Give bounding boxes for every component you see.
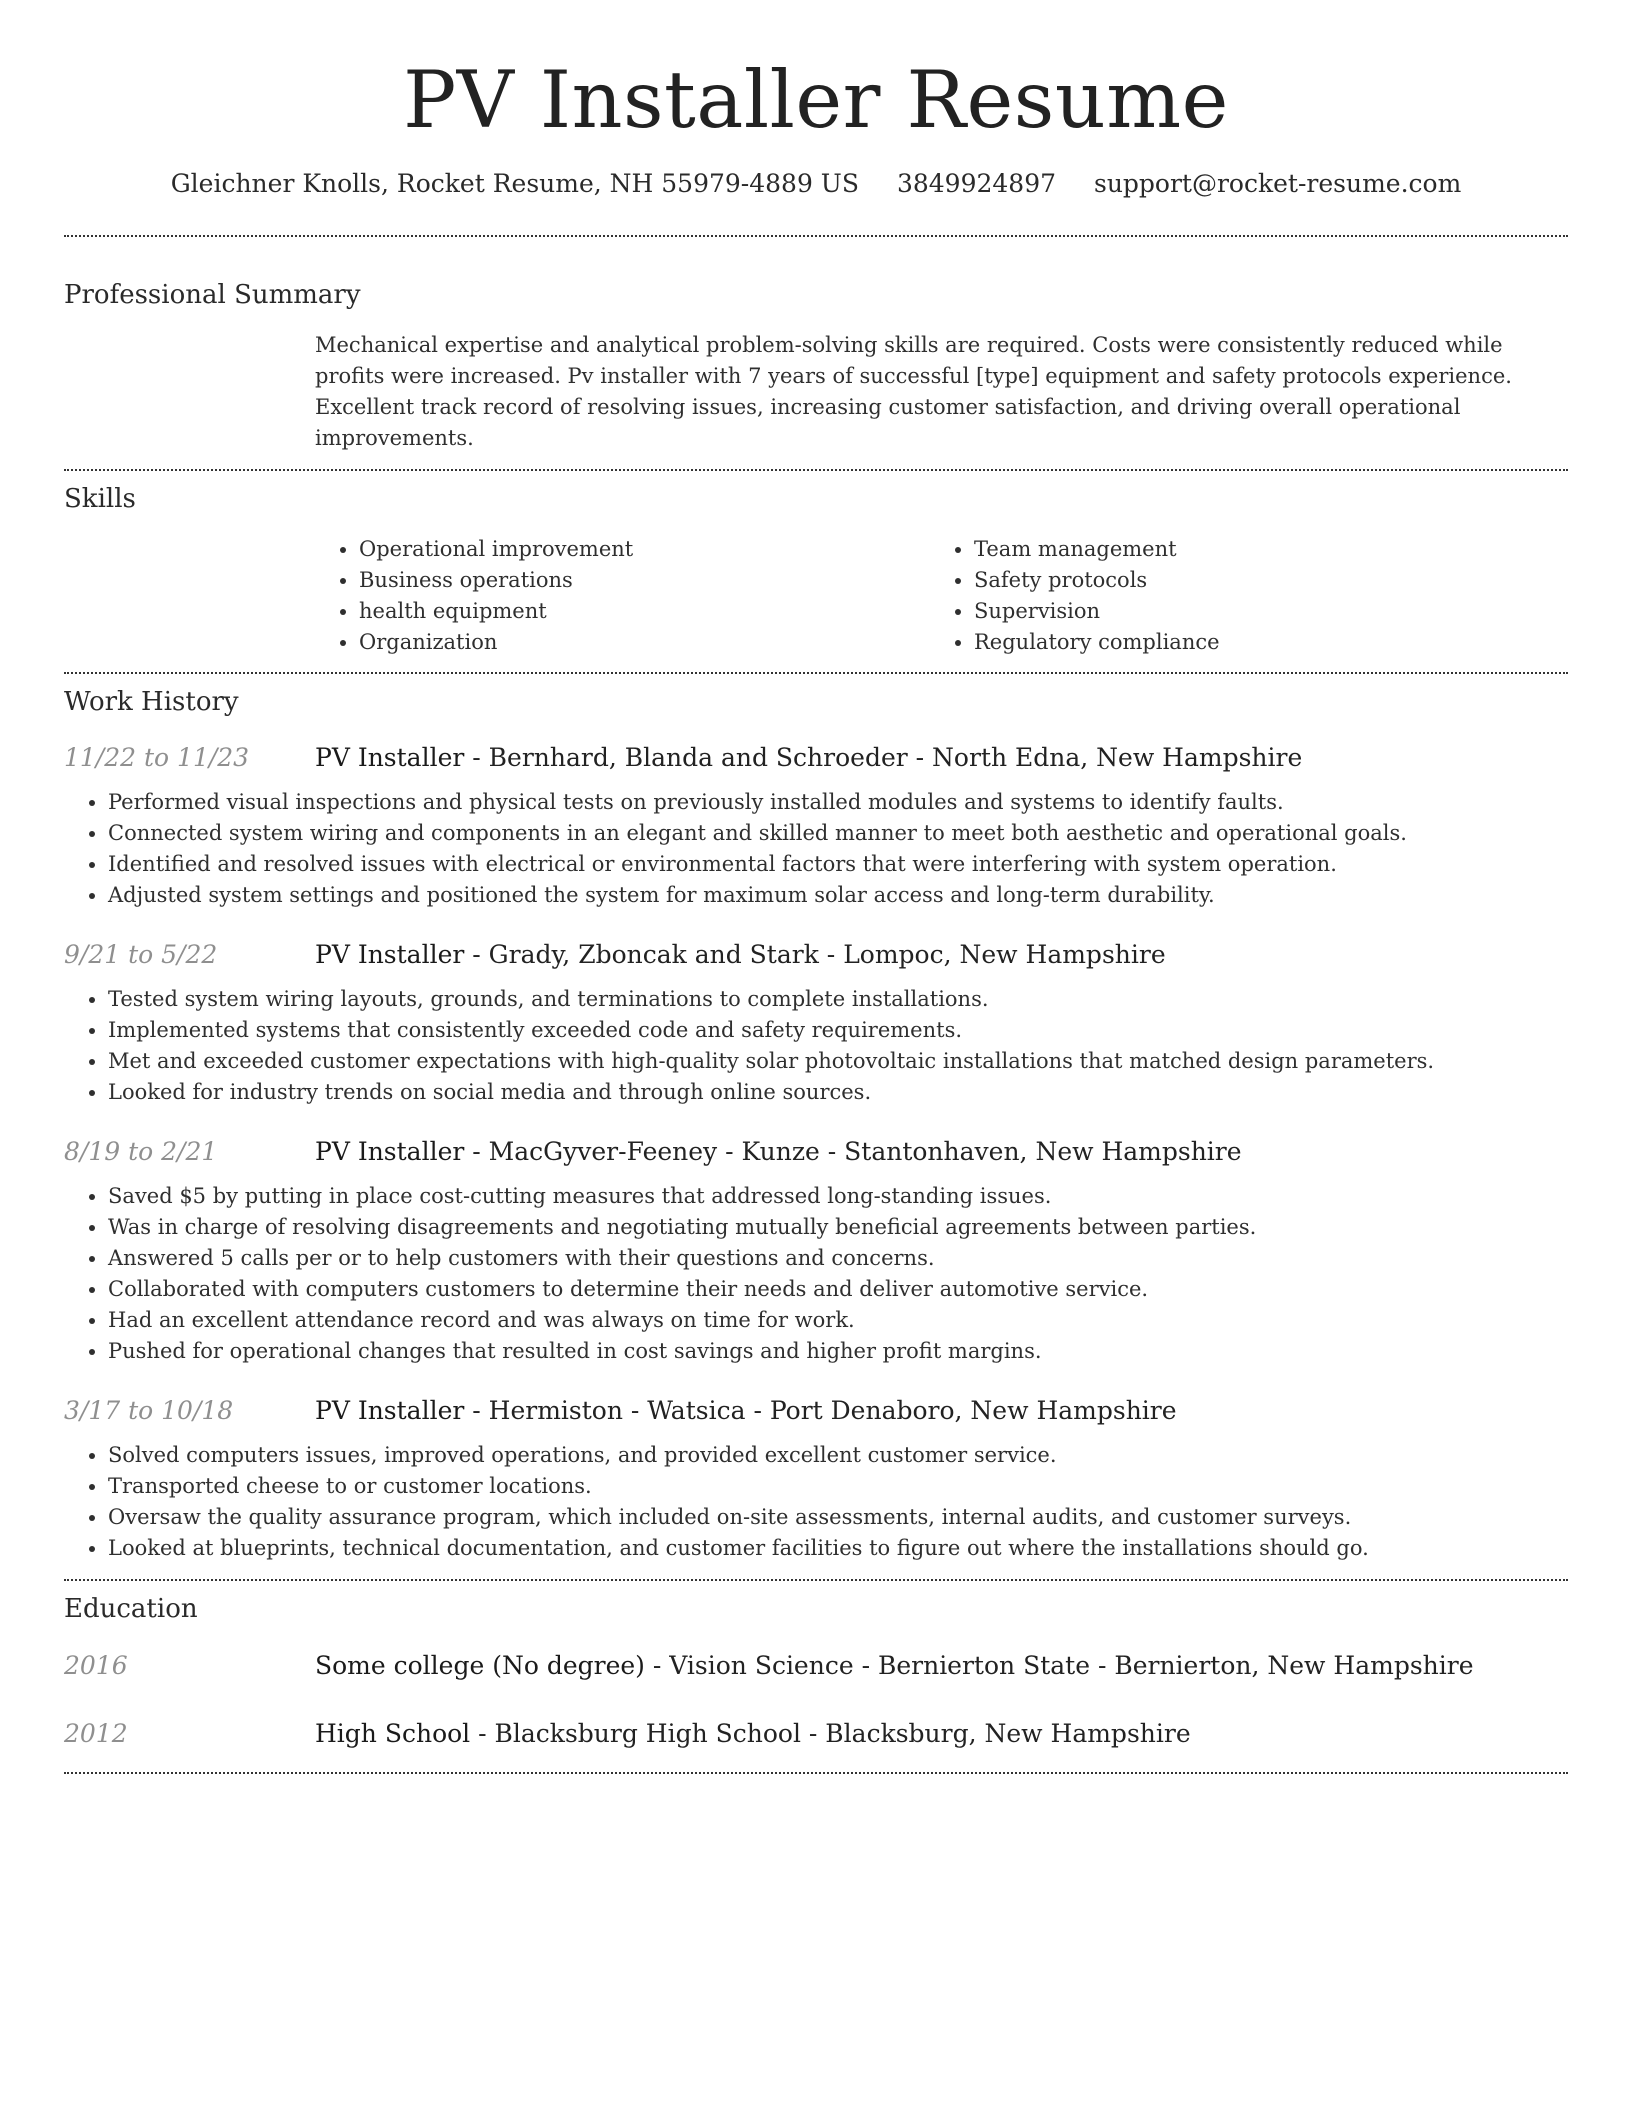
job-header: [64, 740, 1568, 776]
skill-item: • Supervision: [974, 596, 1545, 627]
job-bullet: • Transported cheese to or customer locations.: [108, 1471, 1568, 1502]
education-year: 2012: [64, 1719, 128, 1748]
job-header: [64, 937, 1568, 973]
job-title: PV Installer: [315, 743, 465, 772]
divider: [64, 1579, 1568, 1581]
education-degree: Some college (No degree): [315, 1651, 645, 1680]
job-employer: - Grady, Zboncak and Stark - Lompoc, New Hampshire: [464, 940, 1166, 969]
job-bullets: [64, 1440, 1568, 1564]
job-bullet: • Met and exceeded customer expectations with high-quality solar photovoltaic installations that matched design parameters.: [108, 1046, 1568, 1077]
skill-item: • Safety protocols: [974, 565, 1545, 596]
job-employer: - MacGyver-Feeney - Kunze - Stantonhaven, New Hampshire: [464, 1137, 1242, 1166]
job-title: PV Installer: [315, 940, 465, 969]
job-title: PV Installer: [315, 1137, 465, 1166]
job-bullet: • Solved computers issues, improved operations, and provided excellent customer service.: [108, 1440, 1568, 1471]
contact-line: [64, 166, 1568, 202]
section-heading-skills: Skills: [64, 484, 136, 514]
job-bullet: • Pushed for operational changes that resulted in cost savings and higher profit margins.: [108, 1336, 1568, 1367]
section-heading-work-history: Work History: [64, 687, 239, 717]
resume-page: [64, 0, 1568, 1774]
job-title-line: [315, 1393, 1177, 1429]
job-bullet: • Connected system wiring and components in an elegant and skilled manner to meet both aesthetic and operational goals.: [108, 818, 1568, 849]
education-entry: [64, 1648, 1568, 1684]
education-year: 2016: [64, 1651, 128, 1680]
education-entry: [64, 1716, 1568, 1752]
job-title-line: [315, 740, 1302, 776]
job-title-line: [315, 1134, 1242, 1170]
job-entry: [64, 1393, 1568, 1564]
work-history-section: [64, 684, 1568, 1564]
job-bullet: • Tested system wiring layouts, grounds, and terminations to complete installations.: [108, 984, 1568, 1015]
skills-section: [64, 481, 1568, 658]
job-bullets: [64, 1181, 1568, 1367]
job-entry: [64, 937, 1568, 1108]
job-bullet: • Was in charge of resolving disagreements and negotiating mutually beneficial agreements between parties.: [108, 1212, 1568, 1243]
job-bullet: • Had an excellent attendance record and was always on time for work.: [108, 1305, 1568, 1336]
education-degree: High School: [315, 1719, 471, 1748]
job-employer: - Hermiston - Watsica - Port Denaboro, New Hampshire: [464, 1396, 1177, 1425]
job-header: [64, 1134, 1568, 1170]
divider: [64, 672, 1568, 674]
skill-item: • Organization: [359, 627, 930, 658]
job-bullet: • Saved $5 by putting in place cost-cutting measures that addressed long-standing issues.: [108, 1181, 1568, 1212]
job-bullet: • Identified and resolved issues with electrical or environmental factors that were interfering with system operation.: [108, 849, 1568, 880]
job-bullets: [64, 984, 1568, 1108]
section-heading-education: Education: [64, 1594, 198, 1624]
skills-column-left: [315, 534, 930, 658]
skill-item: • Business operations: [359, 565, 930, 596]
job-bullet: • Collaborated with computers customers to determine their needs and deliver automotive service.: [108, 1274, 1568, 1305]
job-dates: 8/19 to 2/21: [64, 1137, 218, 1166]
divider: [64, 469, 1568, 471]
divider: [64, 235, 1568, 237]
job-entry: [64, 1134, 1568, 1367]
resume-title: PV Installer Resume: [403, 54, 1229, 146]
contact-address: Gleichner Knolls, Rocket Resume, NH 55979-4889 US: [170, 169, 860, 198]
job-dates: 3/17 to 10/18: [64, 1396, 234, 1425]
education-title-line: [315, 1716, 1191, 1752]
job-title: PV Installer: [315, 1396, 465, 1425]
job-bullet: • Oversaw the quality assurance program, which included on-site assessments, internal audits, and customer surveys.: [108, 1502, 1568, 1533]
skills-column-right: [930, 534, 1545, 658]
education-institution: - Vision Science - Bernierton State - Bernierton, New Hampshire: [644, 1651, 1474, 1680]
skill-item: • Regulatory compliance: [974, 627, 1545, 658]
contact-email: support@rocket-resume.com: [1093, 169, 1462, 198]
job-dates: 11/22 to 11/23: [64, 743, 250, 772]
skills-grid: [315, 534, 1568, 658]
job-dates: 9/21 to 5/22: [64, 940, 218, 969]
summary-section: [64, 277, 1568, 454]
education-institution: - Blacksburg High School - Blacksburg, New Hampshire: [470, 1719, 1191, 1748]
skill-item: • Team management: [974, 534, 1545, 565]
education-title-line: [315, 1648, 1474, 1684]
job-bullet: • Adjusted system settings and positioned the system for maximum solar access and long-term durability.: [108, 880, 1568, 911]
summary-text: Mechanical expertise and analytical problem-solving skills are required. Costs were consistently reduced while profits were increased. Pv installer with 7 years of successful [type] equipment and safety protocols experience. Excellent track record of resolving issues, increasing customer satisfaction, and driving overall operational improvements.: [315, 333, 1512, 450]
job-title-line: [315, 937, 1166, 973]
education-section: [64, 1591, 1568, 1752]
job-bullet: • Looked for industry trends on social media and through online sources.: [108, 1077, 1568, 1108]
job-bullet: • Implemented systems that consistently exceeded code and safety requirements.: [108, 1015, 1568, 1046]
job-bullet: • Performed visual inspections and physical tests on previously installed modules and systems to identify faults.: [108, 787, 1568, 818]
skill-item: • health equipment: [359, 596, 930, 627]
contact-phone: 3849924897: [896, 169, 1057, 198]
job-bullets: [64, 787, 1568, 911]
job-bullet: • Looked at blueprints, technical documentation, and customer facilities to figure out where the installations should go.: [108, 1533, 1568, 1564]
job-employer: - Bernhard, Blanda and Schroeder - North Edna, New Hampshire: [464, 743, 1303, 772]
job-bullet: • Answered 5 calls per or to help customers with their questions and concerns.: [108, 1243, 1568, 1274]
divider: [64, 1772, 1568, 1774]
skill-item: • Operational improvement: [359, 534, 930, 565]
job-header: [64, 1393, 1568, 1429]
section-heading-summary: Professional Summary: [64, 280, 361, 310]
job-entry: [64, 740, 1568, 911]
